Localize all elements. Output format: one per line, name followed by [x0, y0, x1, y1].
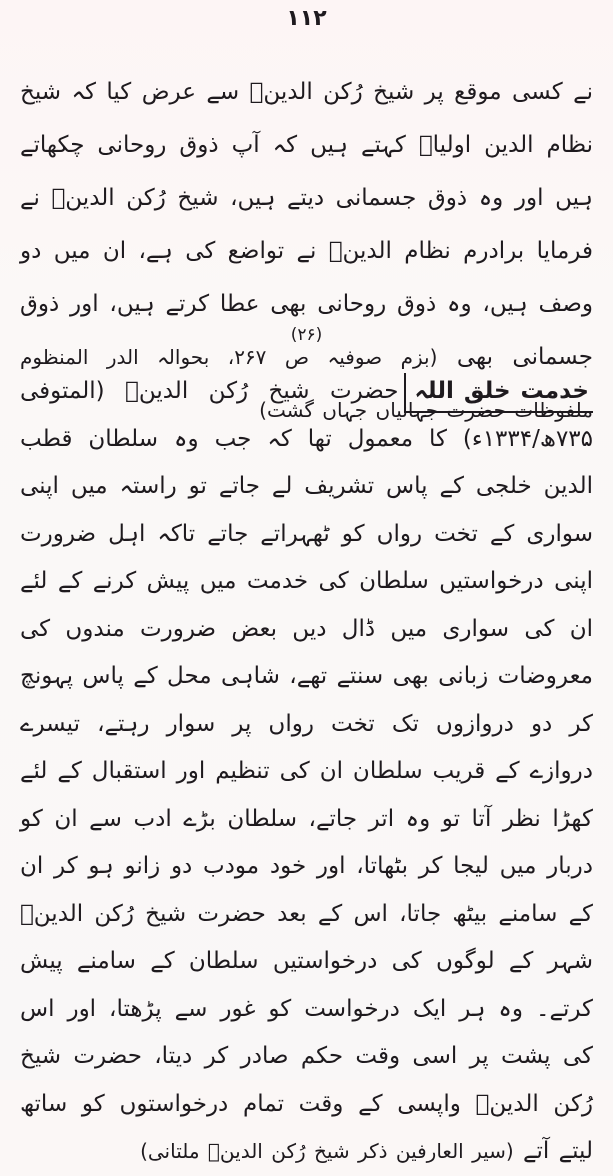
page-number: ۱۱۲: [286, 6, 327, 31]
section-reference: (سیر العارفین ذکر شیخ رُکن الدینؒ ملتانی): [140, 1139, 514, 1163]
paragraph-top-text: نے کسی موقع پر شیخ رُکن الدینؒ سے عرض کیا کہ شیخ نظام الدین اولیاؒ کہتے ہیں کہ آپ ذوق روحانی چکھاتے ہیں اور وہ ذوق جسمانی دیتے ہیں، شیخ رُکن الدینؒ نے فرمایا برادرم نظام الدینؒ نے تواضع کی ہے، ان میں دو وصف ہیں، وہ ذوق روحانی بھی عطا کرتے ہیں، اور ذوق جسمانی بھی: [20, 79, 594, 370]
section-paragraph: [20, 368, 593, 1176]
paragraph-top-reference: (بزم صوفیہ ص ۲۶۷، بحوالہ الدر المنظوم ملفوظات حضرت جہانیاں جہاں گشت): [20, 345, 593, 422]
section-number: (۲۶): [290, 325, 323, 345]
section-heading: خدمت خلق اللہ: [404, 373, 593, 413]
section-body-text: حضرت شیخ رُکن الدینؒ (المتوفی ۷۳۵ھ/۱۳۳۴ء) کا معمول تھا کہ جب وہ سلطان قطب الدین خلجی کے پاس تشریف لے جاتے تو راستہ میں اپنی سواری کے تخت رواں کو ٹھہراتے جاتے تاکہ اہل ضرورت اپنی درخواستیں سلطان کی خدمت میں پیش کرنے کے لئے ان کی سواری میں ڈال دیں بعض ضرورت مندوں کی معروضات زبانی بھی سنتے تھے، شاہی محل کے پاس پہونچ کر دو دروازوں تک تخت رواں پر سوار رہتے، تیسرے دروازے کے قریب سلطان ان کی تنظیم اور استقبال کے لئے کھڑا نظر آتا تو وہ اتر جاتے، سلطان بڑے ادب سے ان کو دربار میں لیجا کر بٹھاتا، اور خود مودب دو زانو ہو کر ان کے سامنے بیٹھ جاتا، اس کے بعد حضرت شیخ رُکن الدینؒ شہر کے لوگوں کی درخواستیں سلطان کے سامنے پیش کرتے۔ وہ ہر ایک درخواست کو غور سے پڑھتا، اور اس کی پشت پر اسی وقت حکم صادر کر دیتا، حضرت شیخ رُکن الدینؒ واپسی کے وقت تمام درخواستوں کو ساتھ لیتے آتے: [20, 378, 593, 1164]
